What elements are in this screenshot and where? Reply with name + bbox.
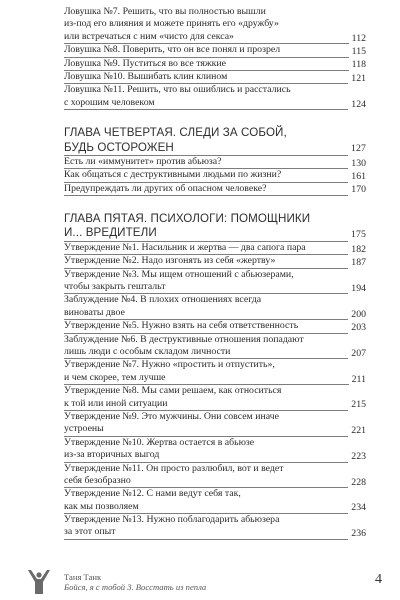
- toc-entry-line: Ловушка №8. Поверить, что он все понял и прозрел: [64, 44, 349, 57]
- chapter-title-row: [64, 226, 366, 241]
- toc-entry: [64, 514, 366, 540]
- toc-entry: [64, 156, 366, 169]
- table-of-contents: [64, 6, 366, 540]
- toc-entry-row: [64, 169, 366, 182]
- page-ref: 203: [351, 322, 366, 333]
- toc-entry: [64, 294, 366, 320]
- toc-entry-row: [64, 71, 366, 84]
- toc-entry: [64, 320, 366, 333]
- toc-entry-line: как мы позволяем: [64, 501, 348, 514]
- toc-entry-line: Ловушка №9. Пуститься во все тяжкие: [64, 58, 349, 71]
- toc-entry-line: Утверждение №8. Мы сами решаем, как относиться: [64, 385, 282, 397]
- toc-entry-line: Заблуждение №6. В деструктивные отношения попадают: [64, 333, 304, 345]
- toc-entry-line: из-под его влияния и можете принять его «дружбу»: [64, 18, 279, 30]
- toc-entry-line: Утверждение №11. Он просто разлюбил, вот и ведет: [64, 462, 284, 474]
- toc-entry: [64, 437, 366, 463]
- toc-entry-row: [64, 44, 366, 57]
- page-ref: 130: [351, 157, 366, 169]
- toc-entry-line: Утверждение №9. Это мужчины. Они совсем иначе: [64, 410, 279, 422]
- author-name: Таня Танк: [64, 572, 102, 582]
- page-ref: 223: [351, 450, 366, 462]
- toc-entry-line: Утверждение №10. Жертва остается в абьюзе: [64, 436, 255, 448]
- page-ref: 221: [351, 425, 366, 437]
- chapter-title-row: [64, 141, 366, 156]
- toc-entry-row: [64, 156, 366, 169]
- page-ref: 161: [351, 171, 366, 183]
- toc-entry-line: с хорошим человеком: [64, 97, 348, 110]
- toc-entry-line: устроены: [64, 423, 348, 436]
- chapter-title-line: ГЛАВА ПЯТАЯ. ПСИХОЛОГИ: ПОМОЩНИКИ: [64, 212, 311, 226]
- page-ref: 118: [351, 59, 366, 71]
- toc-entry: [64, 169, 366, 182]
- toc-entry-line: или встречаться с ним «чисто для секса»: [64, 31, 349, 44]
- chapter-heading: [64, 212, 366, 242]
- page-ref: 194: [351, 282, 366, 294]
- toc-entry-line: Ловушка №11. Решить, что вы ошиблись и расстались: [64, 84, 291, 96]
- toc-entry: [64, 44, 366, 57]
- toc-entry-row: [64, 346, 366, 359]
- page-ref: 234: [351, 502, 366, 514]
- toc-entry: [64, 6, 366, 44]
- toc-entry-row: [64, 31, 366, 44]
- toc-entry-line: лишь люди с особым складом личности: [64, 346, 348, 359]
- toc-entry: [64, 58, 366, 71]
- chapter-title-line: БУДЬ ОСТОРОЖЕН: [64, 141, 348, 156]
- toc-entry: [64, 269, 366, 295]
- page-ref: 236: [351, 528, 366, 540]
- toc-entry-row: [64, 449, 366, 462]
- page-ref: 200: [351, 308, 366, 320]
- toc-entry-row: [64, 501, 366, 514]
- toc-entry-row: [64, 398, 366, 411]
- toc-entry: [64, 359, 366, 385]
- page-ref: 211: [351, 373, 366, 385]
- toc-entry-line: Утверждение №7. Нужно «простить и отпустить»,: [64, 359, 275, 371]
- page-ref: 124: [351, 98, 366, 110]
- toc-entry-row: [64, 475, 366, 488]
- toc-entry: [64, 385, 366, 411]
- toc-entry-line: из-за вторичных выгод: [64, 449, 348, 462]
- toc-entry-line: Утверждение №13. Нужно поблагодарить абьюзера: [64, 514, 280, 526]
- toc-entry-row: [64, 255, 366, 268]
- toc-entry-line: Утверждение №3. Мы ищем отношений с абьюзерами,: [64, 268, 294, 280]
- toc-entry-line: за этот опыт: [64, 526, 348, 539]
- person-raising-arms-logo: [24, 568, 54, 596]
- page-ref: 215: [351, 399, 366, 411]
- toc-entry: [64, 183, 366, 196]
- toc-entry: [64, 488, 366, 514]
- toc-entry-line: и чем скорее, тем лучше: [64, 372, 349, 385]
- toc-entry-row: [64, 307, 366, 320]
- chapter-heading: [64, 126, 366, 156]
- page-ref: 170: [351, 184, 366, 196]
- toc-entry: [64, 334, 366, 360]
- toc-entry-line: Утверждение №5. Нужно взять на себя ответственность: [64, 320, 348, 333]
- toc-entry: [64, 411, 366, 437]
- toc-entry: [64, 84, 366, 110]
- page-ref: 115: [351, 45, 366, 57]
- toc-entry-row: [64, 423, 366, 436]
- toc-entry-row: [64, 58, 366, 71]
- toc-entry-row: [64, 526, 366, 539]
- toc-entry-row: [64, 372, 366, 385]
- toc-entry: [64, 255, 366, 268]
- toc-entry: [64, 463, 366, 489]
- toc-entry-row: [64, 320, 366, 333]
- toc-entry-line: Предупреждать ли других об опасном человеке?: [64, 183, 348, 196]
- chapter-title-line: ГЛАВА ЧЕТВЕРТАЯ. СЛЕДИ ЗА СОБОЙ,: [64, 126, 287, 140]
- toc-entry-row: [64, 97, 366, 110]
- page-ref: 127: [351, 143, 366, 155]
- page-ref: 228: [351, 476, 366, 488]
- toc-entry-row: [64, 281, 366, 294]
- book-title: Бойся, я с тобой 3. Восстать из пепла: [64, 582, 207, 592]
- page-footer: [64, 572, 374, 592]
- section-gap: [64, 196, 366, 212]
- page-ref: 207: [351, 347, 366, 359]
- section-gap: [64, 110, 366, 126]
- toc-entry-row: [64, 183, 366, 196]
- toc-entry: [64, 71, 366, 84]
- toc-entry-line: чтобы закрыть гештальт: [64, 281, 348, 294]
- toc-entry-line: Утверждение №1. Насильник и жертва — два сапога пара: [64, 242, 348, 255]
- toc-entry-line: к той или иной ситуации: [64, 398, 348, 411]
- toc-entry-row: [64, 242, 366, 255]
- page-ref: 187: [351, 257, 366, 269]
- page-ref: 112: [351, 32, 366, 44]
- chapter-title-line: И... ВРЕДИТЕЛИ: [64, 226, 348, 241]
- toc-entry-line: себя безобразно: [64, 475, 348, 488]
- toc-entry-line: виноваты двое: [64, 307, 348, 320]
- toc-entry-line: Есть ли «иммунитет» против абьюза?: [64, 156, 348, 169]
- page-ref: 175: [351, 229, 366, 241]
- page-number: 4: [375, 572, 382, 587]
- toc-entry-line: Утверждение №12. С нами ведут себя так,: [64, 488, 241, 500]
- toc-entry-line: Заблуждение №4. В плохих отношениях всегда: [64, 294, 262, 306]
- toc-entry-line: Как общаться с деструктивными людьми по жизни?: [64, 169, 348, 182]
- page-ref: 182: [351, 243, 366, 255]
- toc-entry-line: Ловушка №7. Решить, что вы полностью вышли: [64, 6, 266, 17]
- toc-entry-line: Ловушка №10. Вышибать клин клином: [64, 71, 348, 84]
- toc-entry: [64, 242, 366, 255]
- toc-entry-line: Утверждение №2. Надо изгонять из себя «жертву»: [64, 255, 348, 268]
- page-ref: 121: [351, 72, 366, 84]
